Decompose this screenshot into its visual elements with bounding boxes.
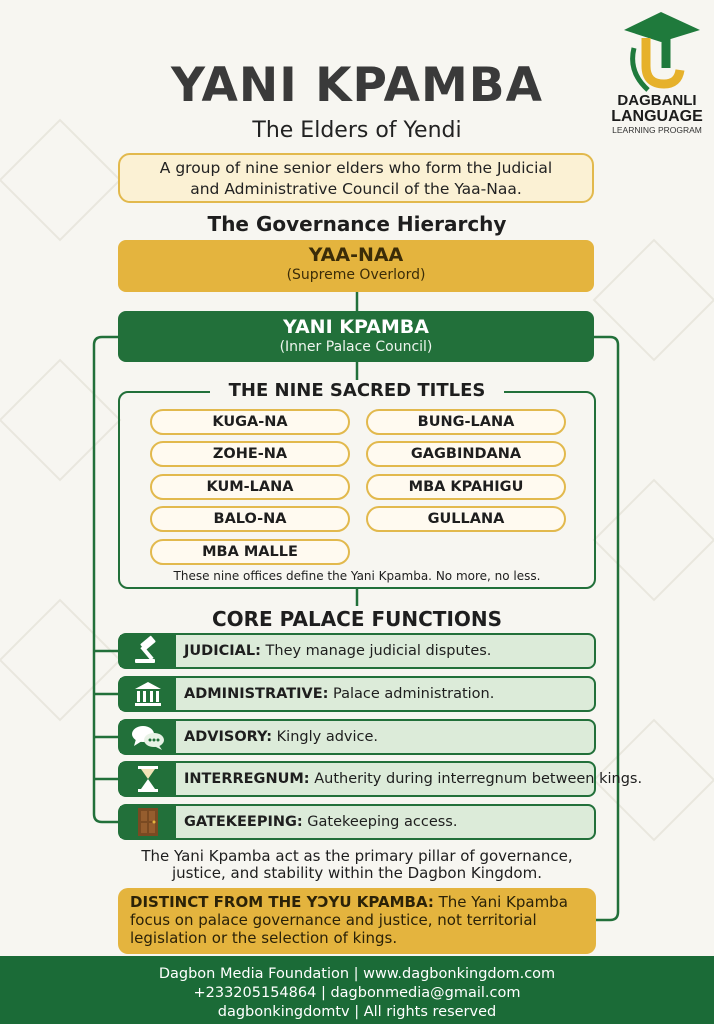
title-pill: KUM-LANA bbox=[150, 474, 350, 500]
sacred-titles-heading: THE NINE SACRED TITLES bbox=[210, 380, 504, 401]
function-label: JUDICIAL: bbox=[184, 643, 261, 659]
title-pill: GAGBINDANA bbox=[366, 441, 566, 467]
title-pill: ZOHE-NA bbox=[150, 441, 350, 467]
distinct-box bbox=[118, 888, 596, 954]
function-text: They manage judicial disputes. bbox=[260, 643, 492, 659]
function-interregnum bbox=[118, 761, 643, 797]
function-label: INTERREGNUM: bbox=[184, 771, 310, 787]
page-title: YANI KPAMBA bbox=[171, 58, 543, 113]
logo-text-line1: DAGBANLI bbox=[617, 92, 697, 109]
function-administrative bbox=[118, 676, 596, 712]
yaa-naa-box bbox=[118, 240, 594, 292]
yani-kpamba-subtitle: (Inner Palace Council) bbox=[279, 339, 433, 355]
function-judicial bbox=[118, 633, 596, 669]
speech-bubbles-icon bbox=[120, 721, 176, 753]
function-text: Autherity during interregnum between kings. bbox=[309, 771, 643, 787]
sacred-titles-frame bbox=[118, 391, 596, 589]
gavel-icon bbox=[120, 635, 176, 667]
title-pill: BALO-NA bbox=[150, 506, 350, 532]
footer bbox=[0, 956, 714, 1024]
function-label: ADVISORY: bbox=[184, 729, 273, 745]
title-pill: GULLANA bbox=[366, 506, 566, 532]
function-advisory bbox=[118, 719, 596, 755]
function-text: Gatekeeping access. bbox=[302, 814, 458, 830]
intro-line-1: A group of nine senior elders who form the Judicial bbox=[159, 159, 553, 177]
distinct-text: The Yani Kpamba focus on palace governance and justice, not territorial legislation or the selection of kings. bbox=[130, 893, 568, 947]
yani-kpamba-box bbox=[118, 311, 594, 362]
hierarchy-heading: The Governance Hierarchy bbox=[207, 212, 507, 236]
title-pill: BUNG-LANA bbox=[366, 409, 566, 435]
function-text: Palace administration. bbox=[328, 686, 495, 702]
distinct-label: DISTINCT FROM THE YƆYU KPAMBA: bbox=[130, 893, 434, 911]
sacred-titles-note: These nine offices define the Yani Kpamba. No more, no less. bbox=[173, 569, 541, 583]
logo-text-line2: LANGUAGE bbox=[611, 108, 703, 125]
function-label: GATEKEEPING: bbox=[184, 814, 303, 830]
summary-line-2: justice, and stability within the Dagbon Kingdom. bbox=[172, 864, 542, 882]
title-pill: MBA MALLE bbox=[150, 539, 350, 565]
footer-line-1: Dagbon Media Foundation | www.dagbonkingdom.com bbox=[158, 966, 556, 982]
function-label: ADMINISTRATIVE: bbox=[184, 686, 329, 702]
yani-kpamba-title: YANI KPAMBA bbox=[283, 316, 429, 338]
building-icon bbox=[120, 678, 176, 710]
function-text: Kingly advice. bbox=[272, 729, 379, 745]
logo-text-line3: LEARNING PROGRAM bbox=[612, 125, 702, 135]
functions-heading: CORE PALACE FUNCTIONS bbox=[211, 607, 503, 631]
footer-line-2: +233205154864 | dagbonmedia@gmail.com bbox=[193, 985, 521, 1001]
yaa-naa-title: YAA-NAA bbox=[308, 244, 404, 266]
footer-line-3: dagbonkingdomtv | All rights reserved bbox=[217, 1004, 497, 1020]
title-pill: KUGA-NA bbox=[150, 409, 350, 435]
hourglass-icon bbox=[120, 763, 176, 795]
page-subtitle: The Elders of Yendi bbox=[252, 118, 462, 143]
function-gatekeeping bbox=[118, 804, 596, 840]
door-icon bbox=[120, 806, 176, 838]
title-pill: MBA KPAHIGU bbox=[366, 474, 566, 500]
intro-line-2: and Administrative Council of the Yaa-Naa. bbox=[190, 180, 522, 198]
yaa-naa-subtitle: (Supreme Overlord) bbox=[286, 267, 426, 283]
summary-text bbox=[118, 848, 596, 882]
summary-line-1: The Yani Kpamba act as the primary pillar of governance, bbox=[141, 847, 573, 865]
